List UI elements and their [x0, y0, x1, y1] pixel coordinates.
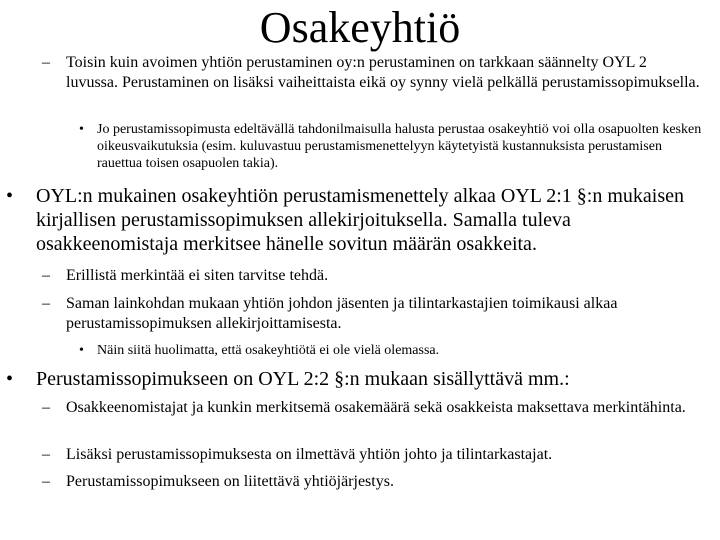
list-item-text: Erillistä merkintää ei siten tarvitse tehdä. [66, 267, 329, 284]
list-item-text: OYL:n mukainen osakeyhtiön perustamismenettely alkaa OYL 2:1 §:n mukaisen kirjallisen perustamissopimuksen allekirjoituksella. Samalla tuleva osakkeenomistaja merkitsee hänelle sovitun määrän osakkeita. [36, 185, 684, 255]
list-item-text: Saman lainkohdan mukaan yhtiön johdon jäsenten ja tilintarkastajien toimikausi alkaa perustamissopimuksen allekirjoittamisesta. [66, 295, 618, 332]
list-item-dash [42, 53, 702, 93]
dash-marker: – [42, 446, 50, 463]
dash-marker: – [42, 473, 50, 490]
list-item-dash [42, 398, 702, 418]
dash-marker: – [42, 267, 50, 284]
bullet-marker: • [79, 122, 84, 137]
list-item-text: Perustamissopimukseen on liitettävä yhtiöjärjestys. [66, 473, 394, 490]
list-item-subbullet [79, 342, 707, 359]
list-item-dash [42, 294, 702, 334]
dash-marker: – [42, 54, 50, 71]
list-item-dash [42, 266, 702, 286]
bullet-marker: • [6, 368, 14, 390]
list-item-text: Osakkeenomistajat ja kunkin merkitsemä osakemäärä sekä osakkeista maksettava merkintähinta. [66, 399, 686, 416]
bullet-marker: • [6, 185, 14, 207]
list-item-dash [42, 472, 702, 492]
bullet-marker: • [79, 343, 84, 358]
list-item-bullet [6, 367, 714, 391]
list-item-text: Jo perustamissopimusta edeltävällä tahdonilmaisulla halusta perustaa osakeyhtiö voi olla osapuolten kesken oikeusvaikutuksia (esim. kuluvastuu perustamismenettelyyn käytetyistä kustannuksista perustamisen rauettua toisen osapuolen takia). [97, 122, 702, 171]
list-item-dash [42, 445, 702, 465]
list-item-text: Perustamissopimukseen on OYL 2:2 §:n mukaan sisällyttävä mm.: [36, 368, 570, 390]
dash-marker: – [42, 399, 50, 416]
list-item-bullet [6, 184, 714, 256]
list-item-text: Näin siitä huolimatta, että osakeyhtiötä ei ole vielä olemassa. [97, 343, 440, 358]
list-item-text: Toisin kuin avoimen yhtiön perustaminen oy:n perustaminen on tarkkaan säännelty OYL 2 luvussa. Perustaminen on lisäksi vaiheittaista eikä oy synny vielä pelkällä perustamissopimuksella. [66, 54, 700, 91]
dash-marker: – [42, 295, 50, 312]
slide-title: Osakeyhtiö [259, 3, 461, 52]
list-item-text: Lisäksi perustamissopimuksesta on ilmettävä yhtiön johto ja tilintarkastajat. [66, 446, 553, 463]
list-item-subbullet [79, 121, 707, 172]
